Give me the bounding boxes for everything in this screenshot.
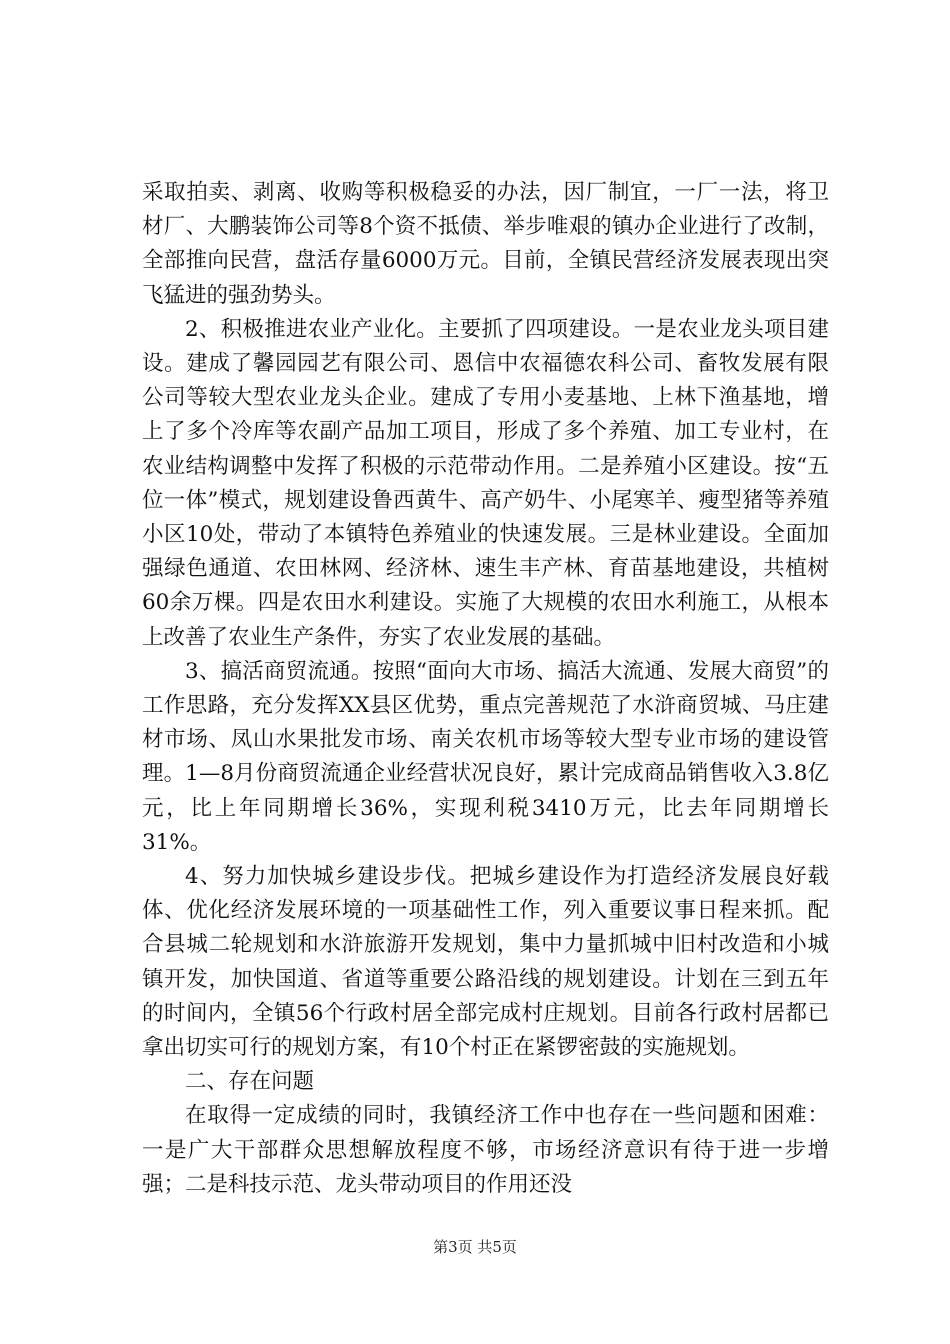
section-heading-problems: 二、存在问题 — [185, 1069, 315, 1095]
document-body — [142, 176, 829, 1202]
page-number-footer: 第3页 共5页 — [433, 1238, 517, 1256]
paragraph-continuation: 采取拍卖、剥离、收购等积极稳妥的办法，因厂制宜，一厂一法，将卫材厂、大鹏装饰公司等8个资不抵债、举步唯艰的镇办企业进行了改制，全部推向民营，盘活存量6000万元。目前，全镇民营经济发展表现出突飞猛进的强劲势头。 — [142, 180, 829, 308]
paragraph-agriculture: 2、积极推进农业产业化。主要抓了四项建设。一是农业龙头项目建设。建成了馨园园艺有限公司、恩信中农福德农科公司、畜牧发展有限公司等较大型农业龙头企业。建成了专用小麦基地、上林下渔基地，增上了多个冷库等农副产品加工项目，形成了多个养殖、加工专业村，在农业结构调整中发挥了积极的示范带动作用。二是养殖小区建设。按“五位一体”模式，规划建设鲁西黄牛、高产奶牛、小尾寒羊、瘦型猪等养殖小区10处，带动了本镇特色养殖业的快速发展。三是林业建设。全面加强绿色通道、农田林网、经济林、速生丰产林、育苗基地建设，共植树60余万棵。四是农田水利建设。实施了大规模的农田水利施工，从根本上改善了农业生产条件，夯实了农业发展的基础。 — [142, 316, 829, 650]
paragraph-commerce: 3、搞活商贸流通。按照“面向大市场、搞活大流通、发展大商贸”的工作思路，充分发挥XX县区优势，重点完善规范了水浒商贸城、马庄建材市场、凤山水果批发市场、南关农机市场等较大型专业市场的建设管理。1—8月份商贸流通企业经营状况良好，累计完成商品销售收入3.8亿元，比上年同期增长36%，实现利税3410万元，比去年同期增长31%。 — [142, 658, 829, 855]
paragraph-problems: 在取得一定成绩的同时，我镇经济工作中也存在一些问题和困难：一是广大干部群众思想解放程度不够，市场经济意识有待于进一步增强；二是科技示范、龙头带动项目的作用还没 — [142, 1103, 829, 1197]
paragraph-urban-rural: 4、努力加快城乡建设步伐。把城乡建设作为打造经济发展良好载体、优化经济发展环境的一项基础性工作，列入重要议事日程来抓。配合县城二轮规划和水浒旅游开发规划，集中力量抓城中旧村改造和小城镇开发，加快国道、省道等重要公路沿线的规划建设。计划在三到五年的时间内，全镇56个行政村居全部完成村庄规划。目前各行政村居都已拿出切实可行的规划方案，有10个村正在紧锣密鼓的实施规划。 — [142, 864, 829, 1061]
